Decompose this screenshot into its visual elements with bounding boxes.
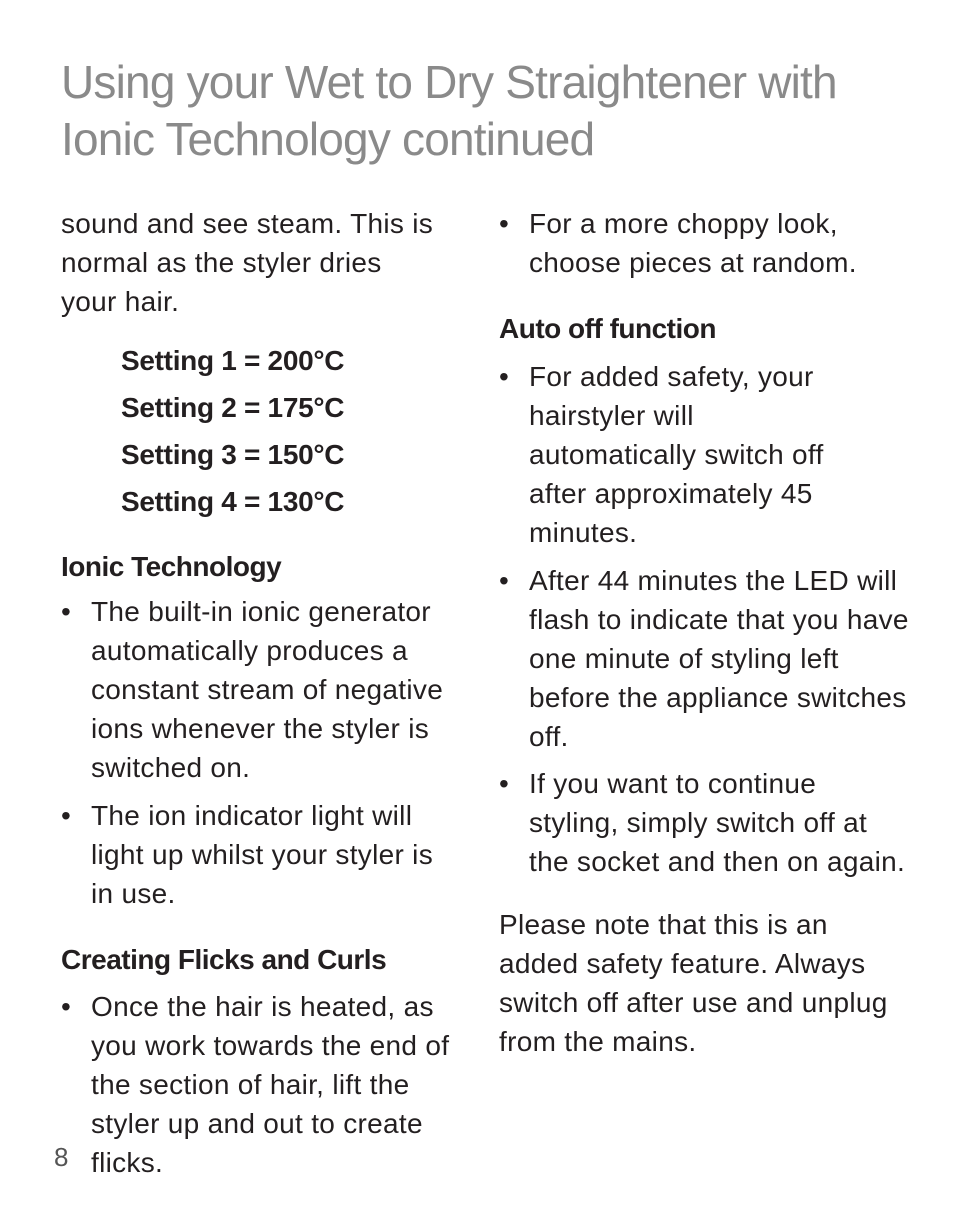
list-item: • For added safety, your hairstyler will automatically switch off after approximately 45 minutes. (499, 357, 859, 552)
right-column (499, 204, 909, 1061)
setting-3: Setting 3 = 150°C (121, 439, 345, 470)
ionic-technology-heading: Ionic Technology (61, 551, 282, 582)
temperature-settings (121, 337, 461, 525)
auto-off-list (499, 357, 909, 881)
page-number: 8 (54, 1142, 69, 1172)
left-column (61, 204, 461, 1182)
list-item: • Once the hair is heated, as you work towards the end of the section of hair, lift the styler up and out to create flicks. (61, 987, 461, 1182)
setting-1: Setting 1 = 200°C (121, 345, 345, 376)
flicks-curls-heading: Creating Flicks and Curls (61, 944, 387, 975)
setting-2: Setting 2 = 175°C (121, 392, 345, 423)
ionic-technology-list (61, 592, 461, 913)
auto-off-heading: Auto off function (499, 313, 716, 344)
list-item: • If you want to continue styling, simply switch off at the socket and then on again. (499, 764, 909, 881)
list-item: • The built-in ionic generator automatically produces a constant stream of negative ions whenever the styler is switched on. (61, 592, 461, 787)
title-line-2: Ionic Technology continued (61, 113, 595, 165)
list-item: • The ion indicator light will light up whilst your styler is in use. (61, 796, 461, 913)
choppy-look-list (499, 204, 909, 282)
list-item: • After 44 minutes the LED will flash to indicate that you have one minute of styling left before the appliance switches off. (499, 561, 909, 756)
flicks-curls-list (61, 987, 461, 1182)
page-title (61, 54, 921, 168)
setting-4: Setting 4 = 130°C (121, 486, 345, 517)
list-item: • For a more choppy look, choose pieces at random. (499, 204, 879, 282)
intro-paragraph: sound and see steam. This is normal as the styler dries your hair. (61, 208, 434, 317)
safety-note: Please note that this is an added safety feature. Always switch off after use and unplug from the mains. (499, 909, 888, 1057)
title-line-1: Using your Wet to Dry Straightener with (61, 56, 837, 108)
